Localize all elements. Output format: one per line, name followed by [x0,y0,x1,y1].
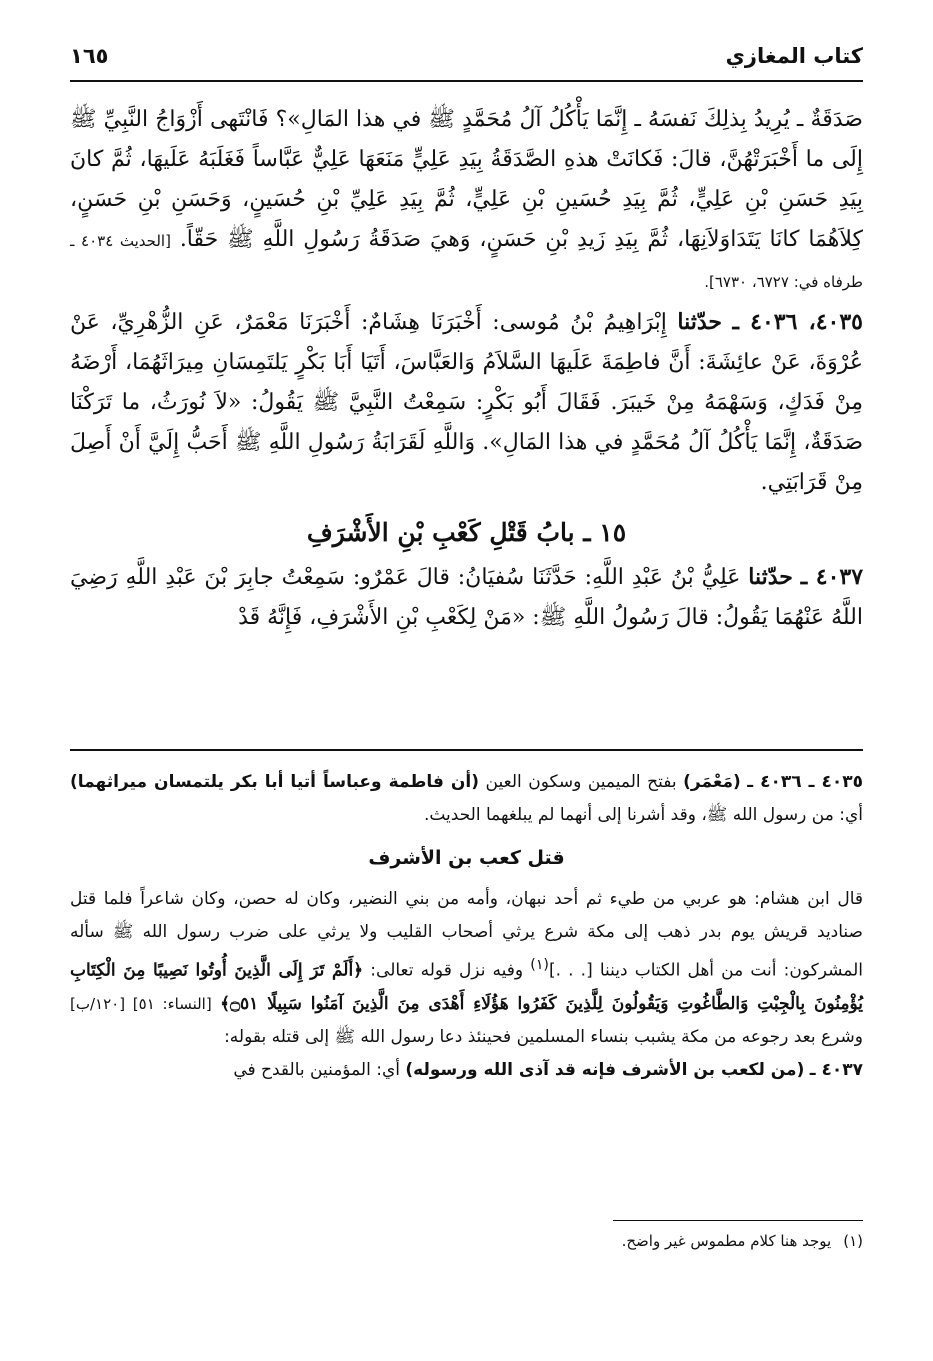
note-number: ٤٠٣٥ ـ ٤٠٣٦ ـ [747,772,864,792]
cross-reference: [الحديث ٤٠٣٤ ـ طرفاه في: ٦٧٢٧، ٦٧٣٠]. [70,232,863,291]
haddathana: حدّثنا [677,309,723,335]
footnote [70,1232,863,1250]
commentary-separator [70,749,863,751]
paragraph-text: وفيه نزل قوله تعالى: [370,960,524,981]
hadith-number: ٤٠٣٥، ٤٠٣٦ ـ [732,309,863,335]
hadith-text [70,100,863,638]
book-title: كتاب المغازي [725,44,863,68]
commentary-note-4035 [70,766,863,832]
commentary-note-4037 [70,1054,863,1087]
hadith-4035 [70,302,863,503]
note-number: ٤٠٣٧ ـ [809,1059,863,1080]
hadith-text-body: صَدَقَةٌ ـ يُرِيدُ بِذلِكَ نَفسَهُ ـ إِنَّمَا يَأْكُلُ آلُ مُحَمَّدٍ ﷺ في هذا المَالِ»؟ فَانْتَهى أَزْوَاجُ النَّبِيِّ ﷺ إِلَى ما أَخْبَرَتْهُنَّ، قالَ: فَكانَتْ هذهِ الصَّدَقَةُ بِيَدِ عَلِيٍّ مَنَعَهَا عَلِيٌّ عَبَّاساً فَغَلَبَهُ عَلَيهَا، ثُمَّ كانَ بِيَدِ حَسَنِ بْنِ عَلِيٍّ، ثُمَّ بِيَدِ حُسَينِ بْنِ عَلِيٍّ، ثُمَّ بِيَدِ عَلِيِّ بْنِ حُسَينٍ، وَحَسَنِ بْنِ حَسَنٍ، كِلاَهُمَا كانَا يَتَدَاوَلاَنِهَا، ثُمَّ بِيَدِ زَيدِ بْنِ حَسَنٍ، وَهيَ صَدَقَةُ رَسُولِ اللَّهِ ﷺ حَقّاً. [70,107,863,252]
hadith-number: ٤٠٣٧ ـ [800,564,864,590]
paragraph-text: قال ابن هشام: هو عربي من طيء ثم أحد نبهان، وأمه من بني النضير، وكان له حصن، وكان شاعراً فلما قتل صناديد قريش يوم بدر ذهب إلى مكة شرع يرثي أصحاب القليب ولا يرثي على ضرب رسول الله ﷺ سأله المشركون: أنت من أهل الكتاب ديننا [. . .] [70,889,863,981]
hadith-4037 [70,557,863,638]
note-text: أي: المؤمنين بالقدح في [233,1059,400,1080]
hadith-text-body: إِبْرَاهِيمُ بْنُ مُوسى: أَخْبَرَنَا هِشَامٌ: أَخْبَرَنَا مَعْمَرٌ، عَنِ الزُّهْرِيِّ، عَنْ عُرْوَةَ، عَنْ عائِشَةَ: أَنَّ فاطِمَةَ عَلَيهَا السَّلاَمُ وَالعَبَّاسَ، أَتَيَا أَبَا بَكْرٍ يَلتَمِسَانِ مِيرَاثَهُمَا، أَرْضَهُ مِنْ فَدَكٍ، وَسَهْمَهُ مِنْ خَيبَرَ. فَقَالَ أَبُو بَكْرٍ: سَمِعْتُ النَّبِيَّ ﷺ يَقُولُ: «لاَ نُورَثُ، ما تَرَكْنَا صَدَقَةٌ، إِنَّمَا يَأْكُلُ آلُ مُحَمَّدٍ في هذا المَالِ». وَاللَّهِ لَقَرَابَةُ رَسُولِ اللَّهِ ﷺ أَحَبُّ إِلَيَّ أَنْ أَصِلَ مِنْ قَرَابَتِي. [70,310,863,495]
quran-verse: ﴿أَلَمْ تَرَ إِلَى الَّذِينَ أُوتُوا نَصِيبًا مِنَ الْكِتَابِ يُؤْمِنُونَ بِالْجِبْتِ وَالطَّاغُوتِ وَيَقُولُونَ لِلَّذِينَ كَفَرُوا هَؤُلَاءِ أَهْدَى مِنَ الَّذِينَ آمَنُوا سَبِيلًا ۝٥١﴾ [70,960,863,1014]
lemma: (أن فاطمة وعباساً أتيا أبا بكر يلتمسان ميراثهما) [70,772,480,792]
hadith-text-body: عَلِيُّ بْنُ عَبْدِ اللَّهِ: حَدَّثَنَا سُفيَانُ: قالَ عَمْرٌو: سَمِعْتُ جابِرَ بْنَ عَبْدِ اللَّهِ رَضِيَ اللَّهُ عَنْهُمَا يَقُولُ: قالَ رَسُولُ اللَّهِ ﷺ: «مَنْ لِكَعْبِ بْنِ الأَشْرَفِ، فَإِنَّهُ قَدْ [70,565,863,630]
footnote-text: يوجد هنا كلام مطموس غير واضح. [621,1232,832,1250]
note-text: بفتح الميمين وسكون العين [485,772,677,792]
footnote-marker[interactable]: (١) [530,957,549,973]
note-text: أي: من رسول الله ﷺ، وقد أشرنا إلى أنهما لم يبلغهما الحديث. [423,805,863,825]
lemma: (مَعْمَر) [683,772,741,792]
commentary-section-heading: قتل كعب بن الأشرف [368,847,565,869]
commentary [70,766,863,1087]
footnote-rule [613,1220,863,1221]
lemma: (من لكعب بن الأشرف فإنه قد آذى الله ورسوله) [405,1059,805,1080]
hadith-4034-continuation [70,100,863,302]
commentary-paragraph [70,883,863,1054]
chapter-heading: ١٥ ـ بابُ قَتْلِ كَعْبِ بْنِ الأَشْرَفِ [306,518,627,547]
haddathana: حدّثنا [748,564,793,590]
paragraph-text: وشرع بعد رجوعه من مكة يشبب بنساء المسلمين فحينئذ دعا رسول الله ﷺ إلى قتله بقوله: [224,1026,863,1047]
footnote-number: (١) [843,1232,863,1250]
page-number: ١٦٥ [70,44,109,68]
verse-reference: [النساء: ٥١] [١٢٠/ب] [70,994,212,1013]
page-header [70,40,863,82]
